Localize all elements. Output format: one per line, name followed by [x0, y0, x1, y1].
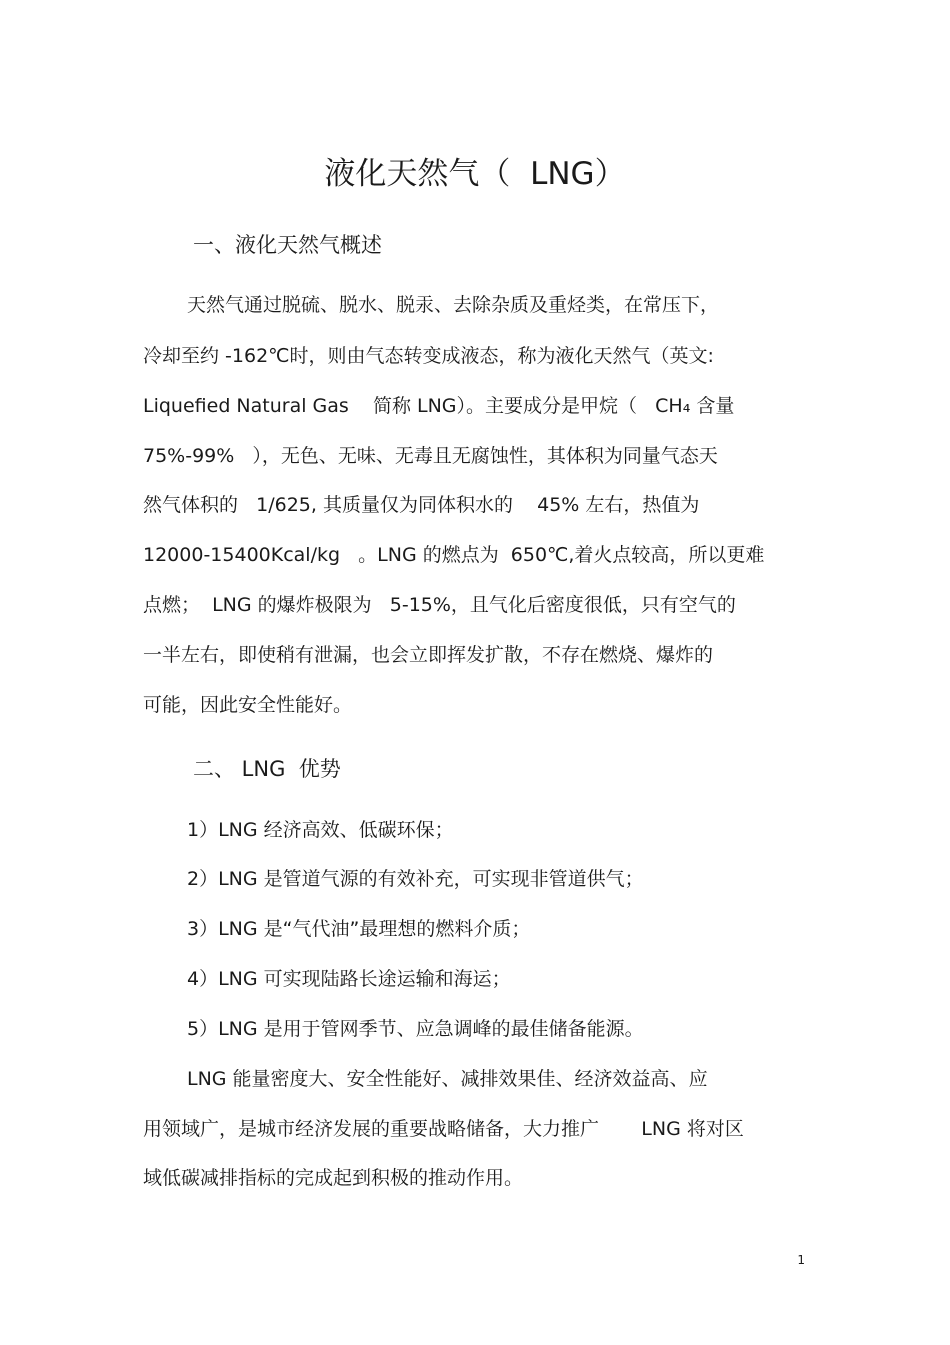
paragraph-line: 一半左右，即使稍有泄漏，也会立即挥发扩散，不存在燃烧、爆炸的: [143, 644, 714, 666]
paragraph-line: LNG 能量密度大、安全性能好、减排效果佳、经济效益高、应: [187, 1068, 708, 1090]
list-item: 1）LNG 经济高效、低碳环保；: [187, 819, 454, 841]
page-number: 1: [797, 1253, 805, 1267]
section-heading-overview: 一、液化天然气概述: [193, 233, 382, 257]
paragraph-line: 然气体积的 1/625, 其质量仅为同体积水的 45% 左右，热值为: [143, 494, 700, 516]
paragraph-line: 12000-15400Kcal/kg 。LNG 的燃点为 650℃,着火点较高，所以更难: [143, 544, 765, 566]
paragraph-line: 天然气通过脱硫、脱水、脱汞、去除杂质及重烃类，在常压下，: [187, 294, 720, 316]
list-item: 5）LNG 是用于管网季节、应急调峰的最佳储备能源。: [187, 1018, 644, 1040]
paragraph-line: 点燃； LNG 的爆炸极限为 5-15%，且气化后密度很低，只有空气的: [143, 594, 736, 616]
list-item: 2）LNG 是管道气源的有效补充，可实现非管道供气；: [187, 868, 644, 890]
list-item: 4）LNG 可实现陆路长途运输和海运；: [187, 968, 511, 990]
section-heading-advantages: 二、 LNG 优势: [193, 757, 341, 781]
paragraph-line: 用领域广，是城市经济发展的重要战略储备，大力推广 LNG 将对区: [143, 1118, 744, 1140]
paragraph-line: Liquefied Natural Gas 简称 LNG）。主要成分是甲烷（ CH₄ 含量: [143, 395, 735, 417]
page-title: 液化天然气（ LNG）: [324, 156, 626, 192]
list-item: 3）LNG 是“气代油”最理想的燃料介质；: [187, 918, 531, 940]
paragraph-line: 可能，因此安全性能好。: [143, 694, 353, 716]
paragraph-line: 冷却至约 -162℃时，则由气态转变成液态，称为液化天然气（英文:: [143, 345, 714, 367]
paragraph-line: 域低碳减排指标的完成起到积极的推动作用。: [143, 1167, 524, 1189]
paragraph-line: 75%-99% ），无色、无味、无毒且无腐蚀性，其体积为同量气态天: [143, 445, 718, 467]
